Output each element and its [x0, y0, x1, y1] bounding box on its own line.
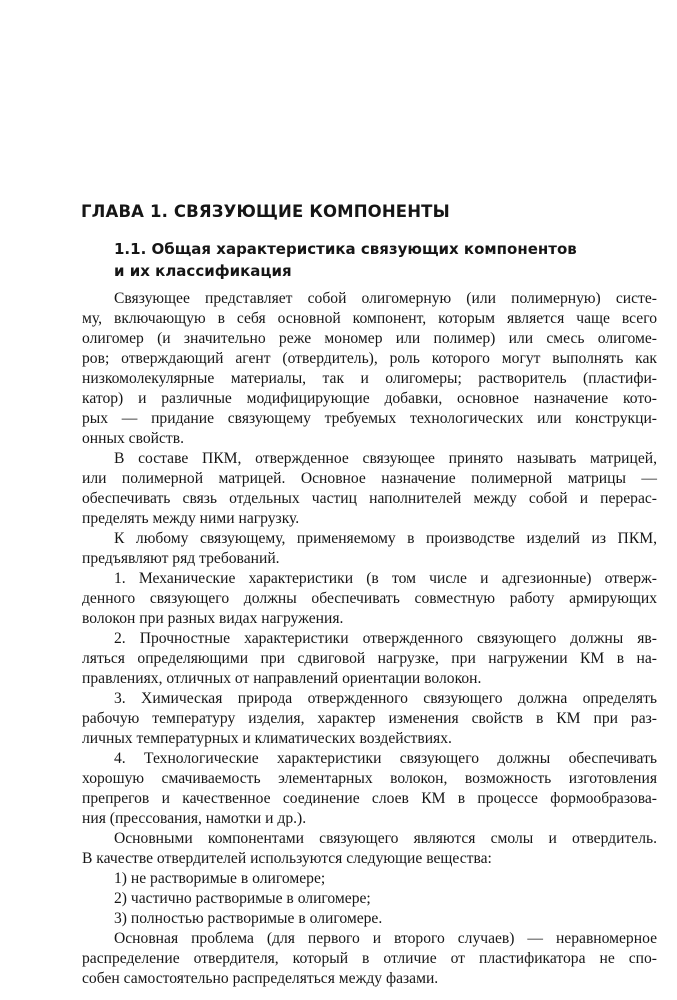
paragraph [82, 629, 657, 689]
text-line: правлениях, отличных от направлений ориентации волокон. [82, 670, 482, 687]
paragraph [82, 569, 657, 629]
text-line: распределение отвердителя, который в отличие от пластификатора не спо- [82, 950, 657, 967]
paragraph [82, 689, 657, 749]
paragraph [82, 749, 657, 829]
paragraph [82, 529, 657, 569]
text-line: му, включающую в себя основной компонент, которым является чаще всего [82, 310, 657, 327]
section-title-line: и их классификация [114, 262, 292, 280]
list-item [82, 909, 657, 929]
body-text [82, 289, 657, 989]
section-title-line: 1.1. Общая характеристика связующих компонентов [114, 240, 577, 258]
text-line: 3) полностью растворимые в олигомере. [114, 910, 383, 927]
text-line: или полимерной матрицей. Основное назначение полимерной матрицы — [82, 470, 657, 487]
list-item [82, 889, 657, 909]
text-line: 2) частично растворимые в олигомере; [114, 890, 371, 907]
text-line: обеспечивать связь отдельных частиц наполнителей между собой и перерас- [82, 490, 657, 507]
text-line: ров; отверждающий агент (отвердитель), роль которого могут выполнять как [82, 350, 657, 367]
text-line: К любому связующему, применяемому в производстве изделий из ПКМ, [114, 530, 657, 547]
paragraph [82, 449, 657, 529]
paragraph [82, 929, 657, 989]
text-line: 3. Химическая природа отвержденного связующего должна определять [114, 690, 657, 707]
text-line: личных температурных и климатических воздействиях. [82, 730, 452, 747]
chapter-title: ГЛАВА 1. СВЯЗУЮЩИЕ КОМПОНЕНТЫ [81, 202, 450, 221]
text-line: онных свойств. [82, 430, 184, 447]
text-line: 2. Прочностные характеристики отвержденного связующего должны яв- [114, 630, 657, 647]
text-line: 1) не растворимые в олигомере; [114, 870, 326, 887]
text-line: 1. Механические характеристики (в том числе и адгезионные) отверж- [114, 570, 657, 587]
text-line: низкомолекулярные материалы, так и олигомеры; растворитель (пластифи- [82, 370, 657, 387]
paragraph [82, 829, 657, 869]
text-line: Основными компонентами связующего являются смолы и отвердитель. [114, 830, 657, 847]
text-line: пределять между ними нагрузку. [82, 510, 300, 527]
text-line: 4. Технологические характеристики связующего должны обеспечивать [114, 750, 657, 767]
text-line: препрегов и качественное соединение слоев КМ в процессе формообразова- [82, 790, 657, 807]
text-line: катор) и различные модифицирующие добавки, основное назначение кото- [82, 390, 657, 407]
text-line: предъявляют ряд требований. [82, 550, 280, 567]
text-line: хорошую смачиваемость элементарных волокон, возможность изготовления [82, 770, 657, 787]
text-line: волокон при разных видах нагружения. [82, 610, 344, 627]
text-line: олигомер (и значительно реже мономер или полимер) или смесь олигоме- [82, 330, 657, 347]
text-line: ния (прессования, намотки и др.). [82, 810, 307, 827]
text-line: В качестве отвердителей используются следующие вещества: [82, 850, 492, 867]
text-line: ляться определяющими при сдвиговой нагрузке, при нагружении КМ в на- [82, 650, 657, 667]
text-line: Связующее представляет собой олигомерную (или полимерную) систе- [114, 290, 657, 307]
paragraph [82, 289, 657, 449]
text-line: Основная проблема (для первого и второго случаев) — неравномерное [114, 930, 657, 947]
text-line: рабочую температуру изделия, характер изменения свойств в КМ при раз- [82, 710, 657, 727]
text-line: В составе ПКМ, отвержденное связующее принято называть матрицей, [114, 450, 657, 467]
section-title [114, 238, 634, 282]
text-line: денного связующего должны обеспечивать совместную работу армирующих [82, 590, 657, 607]
text-line: собен самостоятельно распределяться между фазами. [82, 970, 439, 987]
list-item [82, 869, 657, 889]
text-line: рых — придание связующему требуемых технологических или конструкци- [82, 410, 657, 427]
